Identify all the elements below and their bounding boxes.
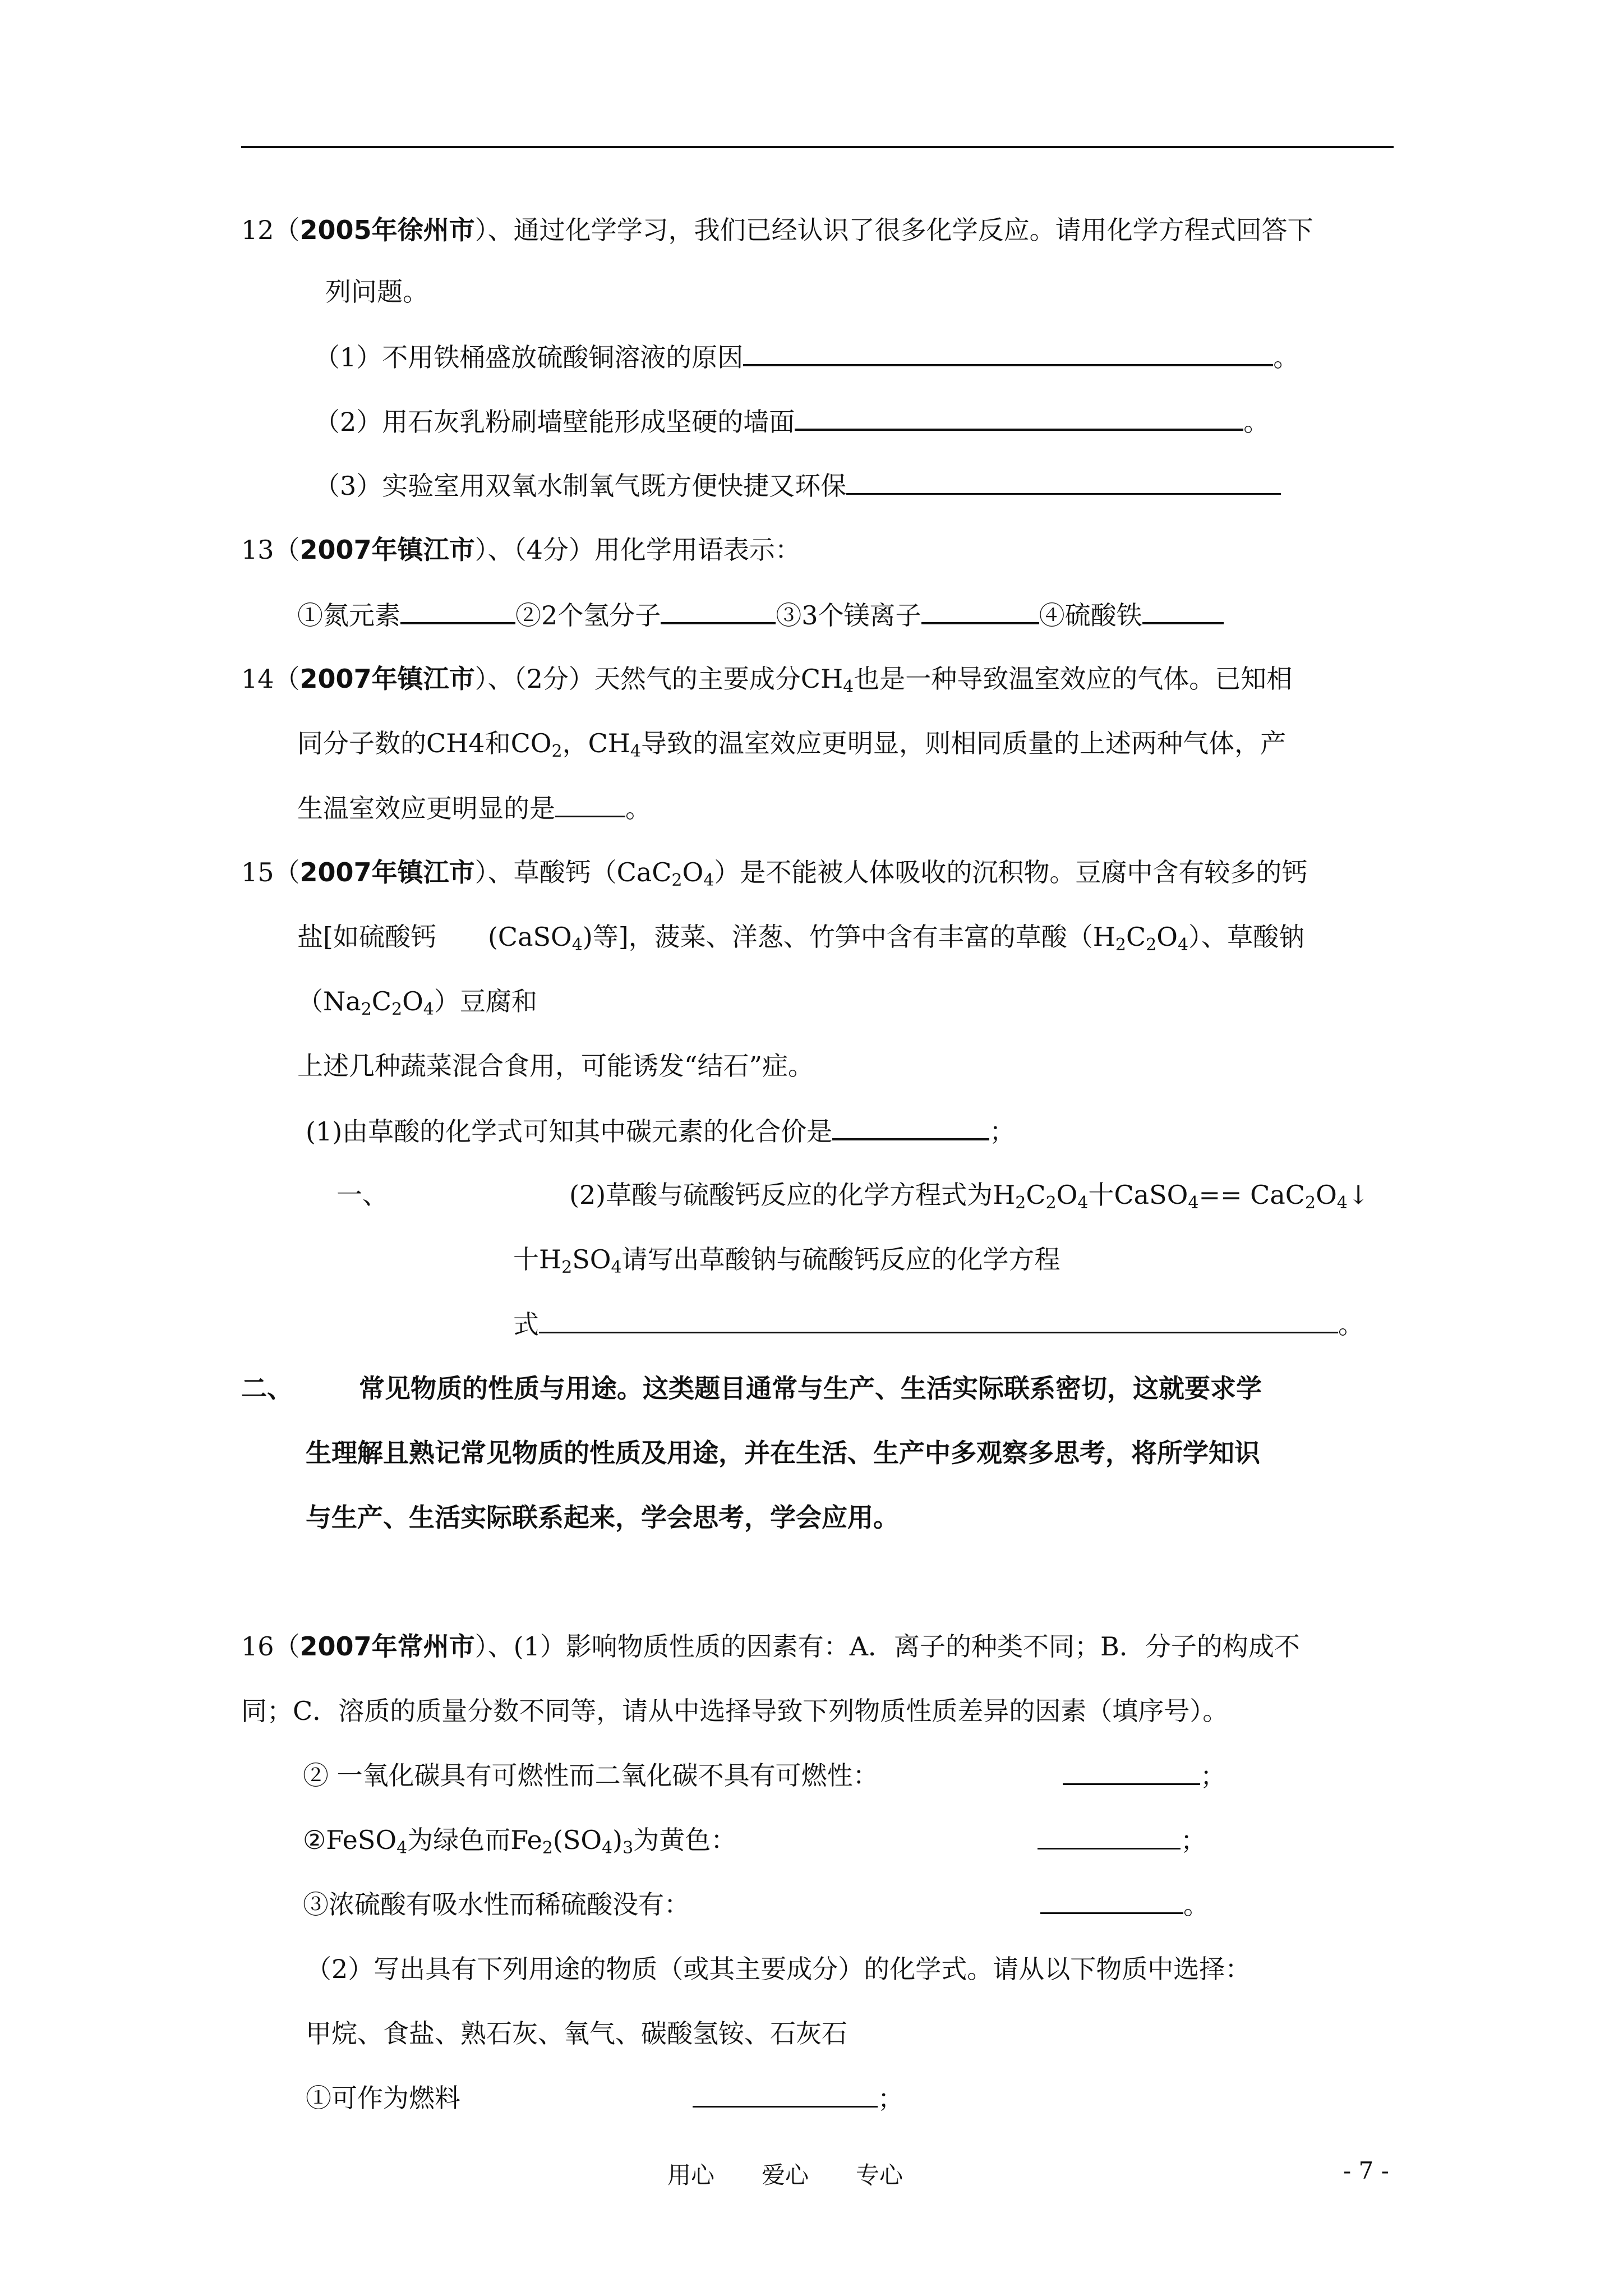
q14-line2: 同分子数的CH4和$CO_2$，$CH_4$导致的温室效应更明显，则相同质量的上述两种气体，产 (297, 728, 1286, 761)
q15-part2-answer: 式 。 (513, 1307, 1364, 1341)
q16-source: 2007年常州市 (299, 1631, 475, 1662)
answer-blank[interactable] (1038, 1823, 1181, 1849)
answer-blank[interactable] (693, 2081, 878, 2108)
q12-part3: （3）实验室用双氧水制氧气既方便快捷又环保 (314, 468, 1281, 503)
section2-line3: 与生产、生活实际联系起来，学会思考，学会应用。 (306, 1502, 899, 1533)
q16-use1-blank: ； (693, 2081, 903, 2115)
q12-source: 2005年徐州市 (299, 215, 475, 245)
section2-line1: 常见物质的性质与用途。这类题目通常与生产、生活实际联系密切，这就要求学 (359, 1373, 1262, 1404)
q13-line1: 13（2007年镇江市）、（4分）用化学用语表示： (241, 535, 801, 565)
answer-blank[interactable] (832, 1114, 989, 1140)
answer-blank[interactable] (400, 597, 515, 624)
q16-item3-blank: 。 (1040, 1888, 1209, 1922)
section2-line2: 生理解且熟记常见物质的性质及用途，并在生活、生产中多观察多思考，将所学知识 (306, 1438, 1260, 1468)
q15-part2: (2)草酸与硫酸钙反应的化学方程式为$H_2C_2O_4$十CaSO$_4$== $CaC_2O_4↓$ (569, 1180, 1370, 1213)
q16-item1: ② 一氧化碳具有可燃性而二氧化碳不具有可燃性： (303, 1760, 879, 1791)
q15-line3: $(Na_2C_2O_4)$豆腐和 (297, 986, 537, 1019)
q13-source: 2007年镇江市 (299, 535, 475, 565)
q14-source: 2007年镇江市 (299, 664, 475, 694)
q12-part2: （2）用石灰乳粉刷墙壁能形成坚硬的墙面 。 (314, 404, 1269, 439)
q15-source: 2007年镇江市 (299, 857, 475, 887)
answer-blank[interactable] (743, 339, 1273, 366)
footer-motto: 用心 爱心 专心 (667, 2161, 903, 2189)
q15-list-marker: 一、 (336, 1180, 388, 1210)
q16-item2: ②FeSO$_4$为绿色而$Fe_2(SO_4)_3$为黄色： (303, 1825, 737, 1858)
answer-blank[interactable] (1040, 1888, 1183, 1914)
answer-blank[interactable] (555, 791, 625, 817)
q12-part1: （1）不用铁桶盛放硫酸铜溶液的原因 。 (314, 339, 1299, 374)
q14-line3: 生温室效应更明显的是 。 (297, 791, 651, 825)
answer-blank[interactable] (846, 468, 1281, 495)
answer-blank[interactable] (1063, 1759, 1200, 1785)
q16-item3: ③浓硫酸有吸水性而稀硫酸没有： (303, 1889, 690, 1920)
q16-part2: （2）写出具有下列用途的物质（或其主要成分）的化学式。请从以下物质中选择： (306, 1954, 1251, 1984)
answer-blank[interactable] (795, 404, 1243, 431)
q15-part2-cont: 十$H_2SO_4$请写出草酸钠与硫酸钙反应的化学方程 (513, 1244, 1061, 1277)
answer-blank[interactable] (1142, 597, 1224, 624)
answer-blank[interactable] (921, 597, 1039, 624)
answer-blank[interactable] (661, 597, 776, 624)
header-rule (241, 146, 1394, 148)
q16-line2: 同；C．溶质的质量分数不同等，请从中选择导致下列物质性质差异的因素（填序号）。 (241, 1696, 1229, 1726)
page-number: - 7 - (1343, 2157, 1389, 2184)
q16-item1-blank: ； (1063, 1759, 1226, 1793)
q16-substance-list: 甲烷、食盐、熟石灰、氧气、碳酸氢铵、石灰石 (306, 2018, 847, 2049)
q15-line1: 15（2007年镇江市）、草酸钙$(CaC_2O_4)$是不能被人体吸收的沉积物。豆腐中含有较多的钙 (241, 857, 1308, 890)
q16-item2-blank: ； (1038, 1823, 1206, 1857)
q15-part1: (1)由草酸的化学式可知其中碳元素的化合价是 ； (306, 1114, 1015, 1148)
q16-line1: 16（2007年常州市）、(1）影响物质性质的因素有：A．离子的种类不同；B．分子的构成不 (241, 1631, 1300, 1662)
q12-line2: 列问题。 (325, 277, 428, 307)
q16-use1: ①可作为燃料 (306, 2083, 460, 2113)
q15-line4: 上述几种蔬菜混合食用，可能诱发“结石”症。 (297, 1051, 814, 1081)
q14-line1: 14（2007年镇江市）、（2分）天然气的主要成分$CH_4$也是一种导致温室效应的气体。已知相 (241, 664, 1293, 697)
q12-line1: 12（2005年徐州市）、通过化学学习，我们已经认识了很多化学反应。请用化学方程式回答下 (241, 215, 1313, 245)
q13-items: ①氮元素 ②2个氢分子 ③3个镁离子 ④硫酸铁 (297, 597, 1224, 632)
answer-blank[interactable] (539, 1307, 1338, 1333)
q15-line2: 盐[如硫酸钙 (CaSO$_4$)等]，菠菜、洋葱、竹笋中含有丰富的草酸$(H_2C_2O_4)$、草酸钠 (297, 922, 1305, 955)
section2-number: 二、 (241, 1373, 293, 1404)
